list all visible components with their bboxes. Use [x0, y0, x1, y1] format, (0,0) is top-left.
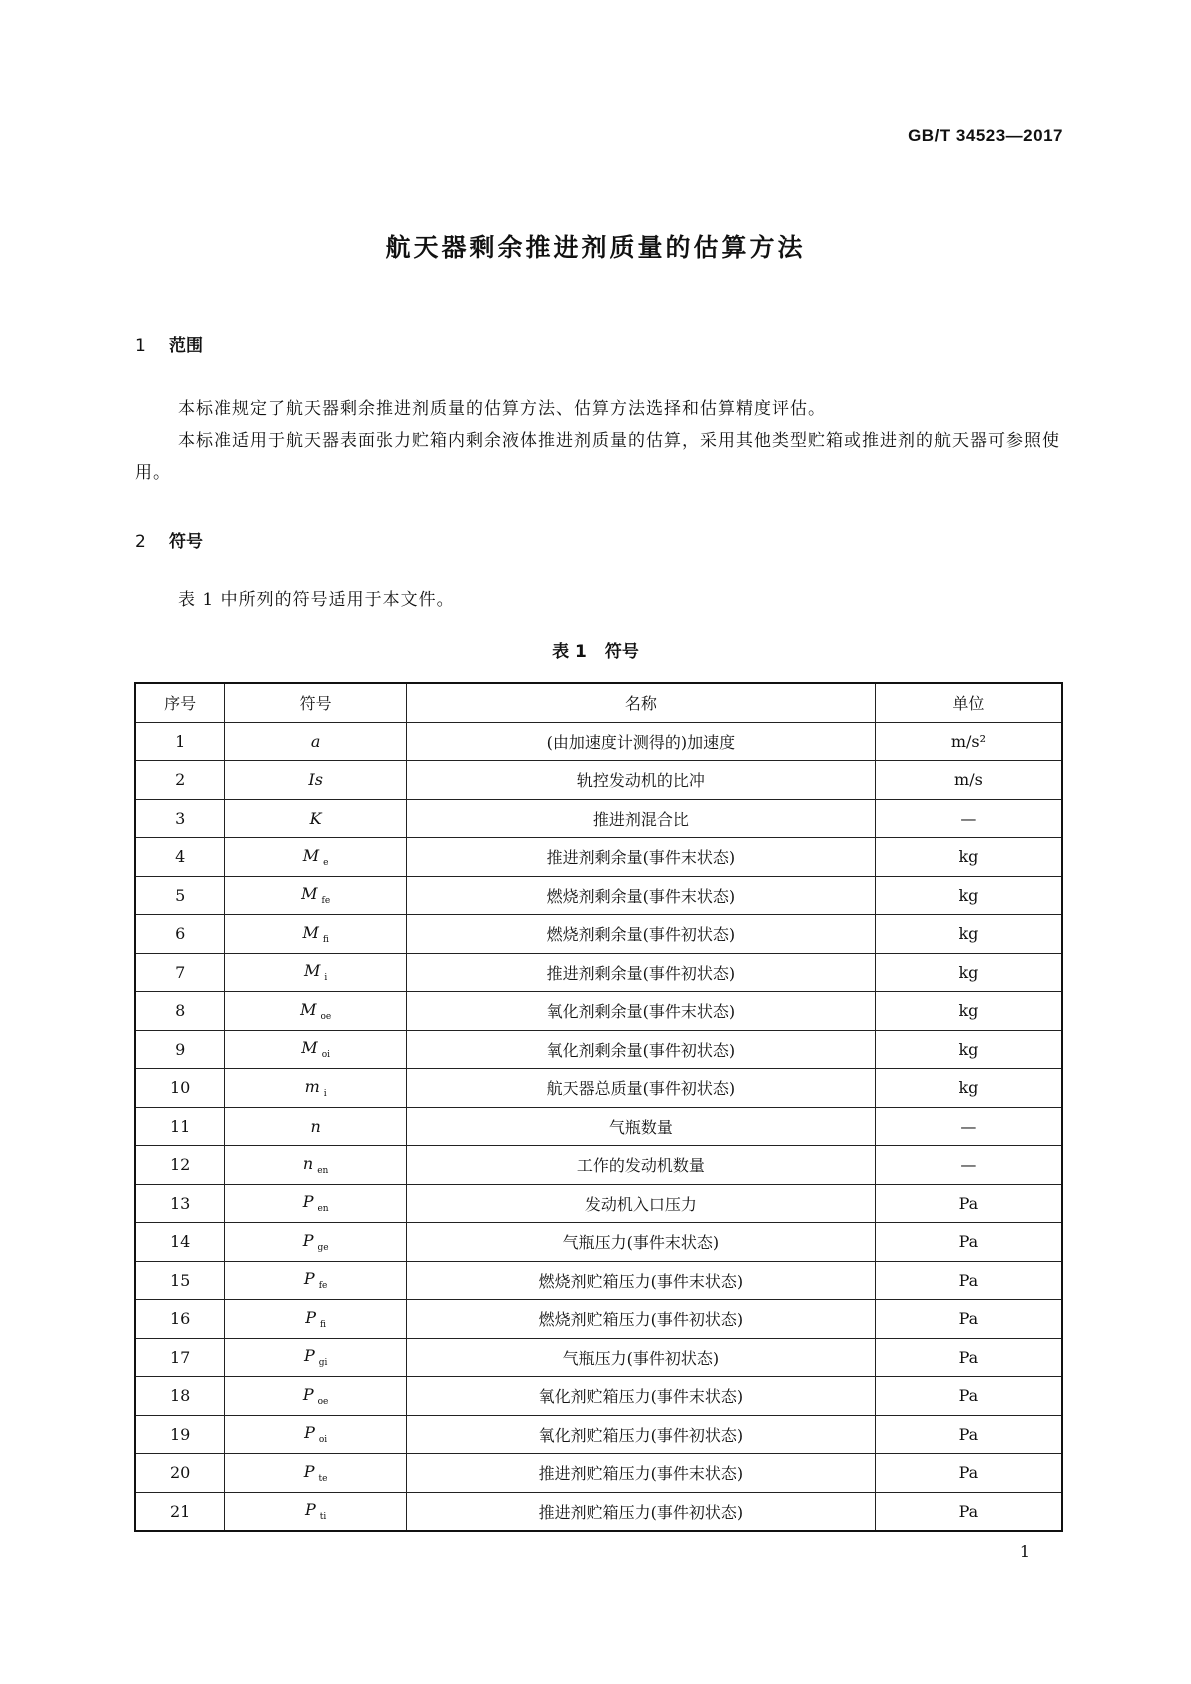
header-no: 序号 [135, 683, 225, 722]
row-symbol [225, 1492, 407, 1531]
symbol-subscript: e [323, 857, 329, 868]
row-unit: — [875, 1107, 1062, 1146]
row-number: 15 [135, 1261, 225, 1300]
row-symbol [225, 915, 407, 954]
symbol-main: P $_{te}$ [303, 1461, 328, 1484]
table-row [135, 1146, 1062, 1185]
symbol-main: P $_{gi}$ [303, 1346, 328, 1369]
row-number: 20 [135, 1454, 225, 1493]
symbol-main: n $_{en}$ [302, 1153, 329, 1176]
row-unit: Pa [875, 1492, 1062, 1531]
row-symbol [225, 992, 407, 1031]
row-symbol [225, 799, 407, 838]
row-symbol [225, 1069, 407, 1108]
row-unit: kg [875, 992, 1062, 1031]
header-unit: 单位 [875, 683, 1062, 722]
table-row [135, 1454, 1062, 1493]
symbol-main: P $_{en}$ [302, 1192, 329, 1215]
row-number: 1 [135, 722, 225, 761]
symbol-subscript: en [317, 1204, 329, 1215]
row-name: 燃烧剂剩余量(事件初状态) [406, 915, 875, 954]
row-number: 9 [135, 1030, 225, 1069]
symbol-subscript: oi [318, 1435, 328, 1446]
symbol-main: M $_{fi}$ [302, 922, 329, 945]
row-unit: kg [875, 915, 1062, 954]
row-name: 轨控发动机的比冲 [406, 761, 875, 800]
symbol-subscript: i [323, 1088, 327, 1099]
symbol-main: M $_{oe}$ [300, 999, 332, 1022]
table-row [135, 1069, 1062, 1108]
row-unit: Pa [875, 1184, 1062, 1223]
symbol-subscript: oe [320, 1011, 332, 1022]
table-row [135, 992, 1062, 1031]
section-title: 范围 [169, 336, 203, 356]
row-symbol [225, 1338, 407, 1377]
symbol-main: P $_{ti}$ [305, 1500, 327, 1523]
row-unit: Pa [875, 1261, 1062, 1300]
symbol-subscript: fi [320, 1319, 327, 1330]
section-number: 1 [135, 336, 146, 356]
row-number: 12 [135, 1146, 225, 1185]
row-number: 8 [135, 992, 225, 1031]
table-row [135, 1492, 1062, 1531]
row-symbol [225, 1107, 407, 1146]
row-symbol [225, 876, 407, 915]
row-symbol [225, 722, 407, 761]
table-row [135, 1300, 1062, 1339]
row-symbol [225, 838, 407, 877]
row-symbol [225, 1030, 407, 1069]
symbol-subscript: oe [317, 1396, 329, 1407]
row-symbol [225, 953, 407, 992]
row-symbol [225, 1415, 407, 1454]
row-number: 19 [135, 1415, 225, 1454]
symbol-subscript: oi [321, 1050, 330, 1061]
table-row [135, 1107, 1062, 1146]
row-number: 14 [135, 1223, 225, 1262]
row-name: 燃烧剂贮箱压力(事件末状态) [406, 1261, 875, 1300]
row-name: 气瓶压力(事件初状态) [406, 1338, 875, 1377]
row-name: 发动机入口压力 [406, 1184, 875, 1223]
table-row [135, 1030, 1062, 1069]
row-number: 10 [135, 1069, 225, 1108]
table-row [135, 1261, 1062, 1300]
row-name: 氧化剂剩余量(事件末状态) [406, 992, 875, 1031]
header-symbol: 符号 [225, 683, 407, 722]
row-number: 21 [135, 1492, 225, 1531]
row-symbol [225, 1223, 407, 1262]
symbol-main: a [310, 731, 321, 751]
row-name: 推进剂剩余量(事件初状态) [406, 953, 875, 992]
table-row [135, 953, 1062, 992]
row-name: 工作的发动机数量 [406, 1146, 875, 1185]
symbol-subscript: gi [318, 1358, 328, 1369]
row-number: 16 [135, 1300, 225, 1339]
symbol-main: Is [308, 770, 323, 790]
row-unit: Pa [875, 1454, 1062, 1493]
symbol-subscript: ti [319, 1512, 327, 1523]
table-body [135, 722, 1062, 1531]
scope-paragraph-2: 本标准适用于航天器表面张力贮箱内剩余液体推进剂质量的估算，采用其他类型贮箱或推进剂的航天器可参照使用。 [135, 431, 1060, 483]
row-number: 6 [135, 915, 225, 954]
row-number: 4 [135, 838, 225, 877]
row-name: 推进剂贮箱压力(事件初状态) [406, 1492, 875, 1531]
section-heading-scope [135, 331, 203, 356]
row-symbol [225, 1454, 407, 1493]
row-unit: — [875, 799, 1062, 838]
row-number: 13 [135, 1184, 225, 1223]
row-name: 航天器总质量(事件初状态) [406, 1069, 875, 1108]
symbol-main: M $_e$ [302, 845, 329, 868]
row-symbol [225, 1300, 407, 1339]
section-number: 2 [135, 532, 146, 552]
row-symbol [225, 1261, 407, 1300]
table-row [135, 1415, 1062, 1454]
row-name: 气瓶数量 [406, 1107, 875, 1146]
table-row [135, 838, 1062, 877]
row-number: 7 [135, 953, 225, 992]
table-row [135, 1184, 1062, 1223]
row-number: 18 [135, 1377, 225, 1416]
symbol-subscript: en [317, 1165, 329, 1176]
symbol-subscript: te [318, 1473, 328, 1484]
row-unit: Pa [875, 1338, 1062, 1377]
symbol-main: P $_{ge}$ [302, 1230, 329, 1253]
row-name: 燃烧剂剩余量(事件末状态) [406, 876, 875, 915]
row-unit: Pa [875, 1223, 1062, 1262]
row-symbol [225, 1377, 407, 1416]
section-heading-symbols [135, 527, 203, 552]
row-number: 17 [135, 1338, 225, 1377]
table-row [135, 1377, 1062, 1416]
row-unit: kg [875, 838, 1062, 877]
row-unit: Pa [875, 1300, 1062, 1339]
header-name: 名称 [406, 683, 875, 722]
row-name: 推进剂剩余量(事件末状态) [406, 838, 875, 877]
row-name: 氧化剂贮箱压力(事件末状态) [406, 1377, 875, 1416]
table-caption-title: 符号 [604, 642, 639, 662]
table-row [135, 722, 1062, 761]
symbol-subscript: fe [318, 1281, 328, 1292]
symbol-main: M $_{fe}$ [301, 884, 331, 907]
row-symbol [225, 1146, 407, 1185]
page-number: 1 [1019, 1542, 1030, 1561]
row-name: 气瓶压力(事件末状态) [406, 1223, 875, 1262]
table-row [135, 915, 1062, 954]
standard-code: GB/T 34523—2017 [908, 126, 1063, 145]
row-name: 氧化剂剩余量(事件初状态) [406, 1030, 875, 1069]
table-caption [0, 637, 1191, 662]
document-title: 航天器剩余推进剂质量的估算方法 [385, 233, 806, 262]
table-row [135, 876, 1062, 915]
row-unit: m/s [875, 761, 1062, 800]
row-name: (由加速度计测得的)加速度 [406, 722, 875, 761]
row-unit: kg [875, 953, 1062, 992]
table-row [135, 1223, 1062, 1262]
row-unit: kg [875, 1069, 1062, 1108]
row-unit: Pa [875, 1415, 1062, 1454]
row-unit: — [875, 1146, 1062, 1185]
row-number: 2 [135, 761, 225, 800]
row-unit: m/s² [875, 722, 1062, 761]
symbol-subscript: fi [322, 934, 329, 945]
scope-paragraph-1: 本标准规定了航天器剩余推进剂质量的估算方法、估算方法选择和估算精度评估。 [178, 399, 826, 419]
symbols-paragraph: 表 1 中所列的符号适用于本文件。 [178, 590, 455, 610]
table-row [135, 761, 1062, 800]
symbol-main: n [310, 1116, 321, 1136]
symbol-main: M $_i$ [304, 961, 328, 984]
row-number: 3 [135, 799, 225, 838]
symbol-main: P $_{oe}$ [302, 1384, 329, 1407]
row-name: 推进剂贮箱压力(事件末状态) [406, 1454, 875, 1493]
symbol-main: K [309, 808, 322, 828]
table-header-row [135, 683, 1062, 722]
table-row [135, 799, 1062, 838]
table-row [135, 1338, 1062, 1377]
symbol-subscript: ge [317, 1242, 329, 1253]
row-number: 11 [135, 1107, 225, 1146]
row-unit: Pa [875, 1377, 1062, 1416]
symbol-main: P $_{fi}$ [305, 1307, 327, 1330]
row-symbol [225, 761, 407, 800]
symbol-subscript: fe [321, 896, 331, 907]
symbol-main: M $_{oi}$ [301, 1038, 330, 1061]
row-name: 氧化剂贮箱压力(事件初状态) [406, 1415, 875, 1454]
row-number: 5 [135, 876, 225, 915]
symbol-subscript: i [324, 973, 328, 984]
row-symbol [225, 1184, 407, 1223]
symbols-table [134, 682, 1063, 1532]
symbol-main: P $_{fe}$ [303, 1269, 328, 1292]
symbol-main: m $_i$ [304, 1076, 327, 1099]
section-title: 符号 [169, 532, 203, 552]
row-unit: kg [875, 876, 1062, 915]
row-name: 燃烧剂贮箱压力(事件初状态) [406, 1300, 875, 1339]
row-unit: kg [875, 1030, 1062, 1069]
row-name: 推进剂混合比 [406, 799, 875, 838]
symbol-main: P $_{oi}$ [304, 1423, 328, 1446]
table-caption-label: 表 1 [552, 642, 587, 662]
